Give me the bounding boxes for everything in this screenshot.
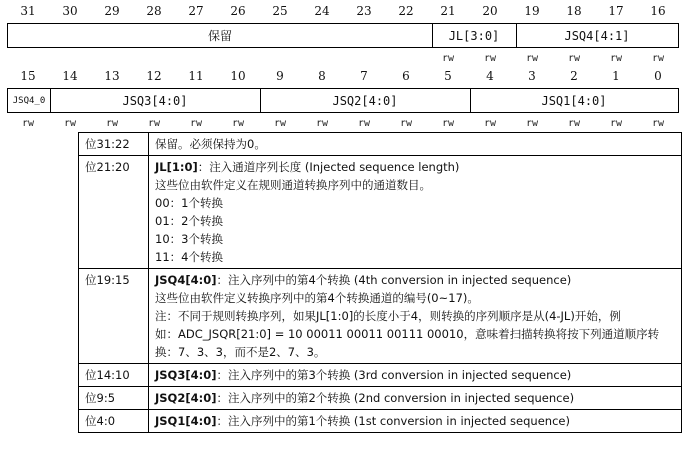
access-label: rw	[651, 118, 665, 129]
bit-number: 16	[650, 4, 666, 18]
description-line: 10：3个转换	[155, 232, 223, 246]
access-label: rw	[483, 53, 497, 64]
field-jsq4-upper: JSQ4[4:1]	[564, 28, 630, 43]
bit-range: 位21:20	[79, 156, 149, 269]
description-line: JL[1:0]：注入通道序列长度 (Injected sequence length)	[155, 160, 460, 174]
access-label: rw	[273, 118, 287, 129]
bit-number: 25	[272, 4, 288, 18]
description-line: 保留。必须保持为0。	[155, 137, 266, 151]
access-label: rw	[609, 53, 623, 64]
field-jl: JL[3:0]	[432, 24, 517, 47]
bit-number: 26	[230, 4, 246, 18]
bit-description	[149, 269, 682, 364]
access-label: rw	[609, 118, 623, 129]
table-row	[79, 410, 682, 433]
field-reserved: 保留	[8, 24, 433, 47]
bit-number: 1	[612, 69, 620, 83]
bit-range: 位4:0	[79, 410, 149, 433]
description-line: 如：ADC_JSQR[21:0] = 10 00011 00011 00111 00010，意味着扫描转换将按下列通道顺序转	[155, 327, 660, 341]
description-line: 这些位由软件定义在规则通道转换序列中的通道数目。	[155, 178, 431, 192]
access-label: rw	[357, 118, 371, 129]
bit-number: 10	[230, 69, 246, 83]
description-line: JSQ3[4:0]：注入序列中的第3个转换 (3rd conversion in injected sequence)	[155, 368, 572, 382]
field-jsq1: JSQ1[4:0]	[541, 93, 607, 108]
bit-number: 11	[188, 69, 204, 83]
field-jsq2: JSQ2[4:0]	[260, 89, 471, 112]
description-line: 这些位由软件定义转换序列中的第4个转换通道的编号(0~17)。	[155, 291, 479, 305]
bit-number: 29	[104, 4, 120, 18]
bit-number: 12	[146, 69, 162, 83]
access-label: rw	[525, 118, 539, 129]
bit-description	[149, 387, 682, 410]
bit-number: 19	[524, 4, 540, 18]
bit-number: 31	[20, 4, 36, 18]
description-line: 11：4个转换	[155, 250, 223, 264]
bit-number: 23	[356, 4, 372, 18]
access-label: rw	[567, 118, 581, 129]
table-row	[79, 133, 682, 156]
bit-number: 4	[486, 69, 494, 83]
bit-number: 6	[402, 69, 410, 83]
access-label: rw	[525, 53, 539, 64]
bit-number: 2	[570, 69, 578, 83]
bit-description	[149, 133, 682, 156]
description-line: JSQ4[4:0]：注入序列中的第4个转换 (4th conversion in injected sequence)	[155, 273, 572, 287]
bit-number: 20	[482, 4, 498, 18]
access-label: rw	[651, 53, 665, 64]
bit-number: 14	[62, 69, 78, 83]
access-label: rw	[231, 118, 245, 129]
bit-description-table	[78, 132, 682, 433]
bit-number: 18	[566, 4, 582, 18]
bit-range: 位31:22	[79, 133, 149, 156]
access-label: rw	[315, 118, 329, 129]
description-line: 01：2个转换	[155, 214, 223, 228]
bit-number: 17	[608, 4, 624, 18]
bit-number: 21	[440, 4, 456, 18]
table-row	[79, 387, 682, 410]
field-jsq3: JSQ3[4:0]	[50, 89, 261, 112]
access-label: rw	[189, 118, 203, 129]
access-label: rw	[441, 53, 455, 64]
bit-number: 28	[146, 4, 162, 18]
register-row-lower	[7, 88, 679, 113]
bit-number: 24	[314, 4, 330, 18]
bit-number: 7	[360, 69, 368, 83]
bit-description	[149, 364, 682, 387]
table-row	[79, 156, 682, 269]
bit-description	[149, 410, 682, 433]
bit-number: 0	[654, 69, 662, 83]
access-label: rw	[147, 118, 161, 129]
description-line: JSQ2[4:0]：注入序列中的第2个转换 (2nd conversion in injected sequence)	[155, 391, 575, 405]
access-label: rw	[105, 118, 119, 129]
table-row	[79, 269, 682, 364]
table-row	[79, 364, 682, 387]
bit-number: 9	[276, 69, 284, 83]
description-line: 注：不同于规则转换序列，如果JL[1:0]的长度小于4，则转换的序列顺序是从(4-JL)开始，例	[155, 309, 621, 323]
access-label: rw	[441, 118, 455, 129]
bit-number: 13	[104, 69, 120, 83]
bit-description	[149, 156, 682, 269]
description-line: JSQ1[4:0]：注入序列中的第1个转换 (1st conversion in injected sequence)	[155, 414, 570, 428]
bit-range: 位19:15	[79, 269, 149, 364]
bit-number: 27	[188, 4, 204, 18]
bit-number: 3	[528, 69, 536, 83]
bit-number: 8	[318, 69, 326, 83]
bit-number: 15	[20, 69, 36, 83]
access-label: rw	[21, 118, 35, 129]
description-line: 00：1个转换	[155, 196, 223, 210]
bit-number: 22	[398, 4, 414, 18]
bit-range: 位14:10	[79, 364, 149, 387]
access-label: rw	[567, 53, 581, 64]
access-label: rw	[399, 118, 413, 129]
bit-number: 5	[444, 69, 452, 83]
bit-number: 30	[62, 4, 78, 18]
description-line: 换：7、3、3，而不是2、7、3。	[155, 345, 326, 359]
access-label: rw	[483, 118, 497, 129]
access-label: rw	[63, 118, 77, 129]
bit-range: 位9:5	[79, 387, 149, 410]
register-row-upper	[7, 23, 679, 48]
field-jsq4-bit0: JSQ4_0	[8, 89, 51, 112]
